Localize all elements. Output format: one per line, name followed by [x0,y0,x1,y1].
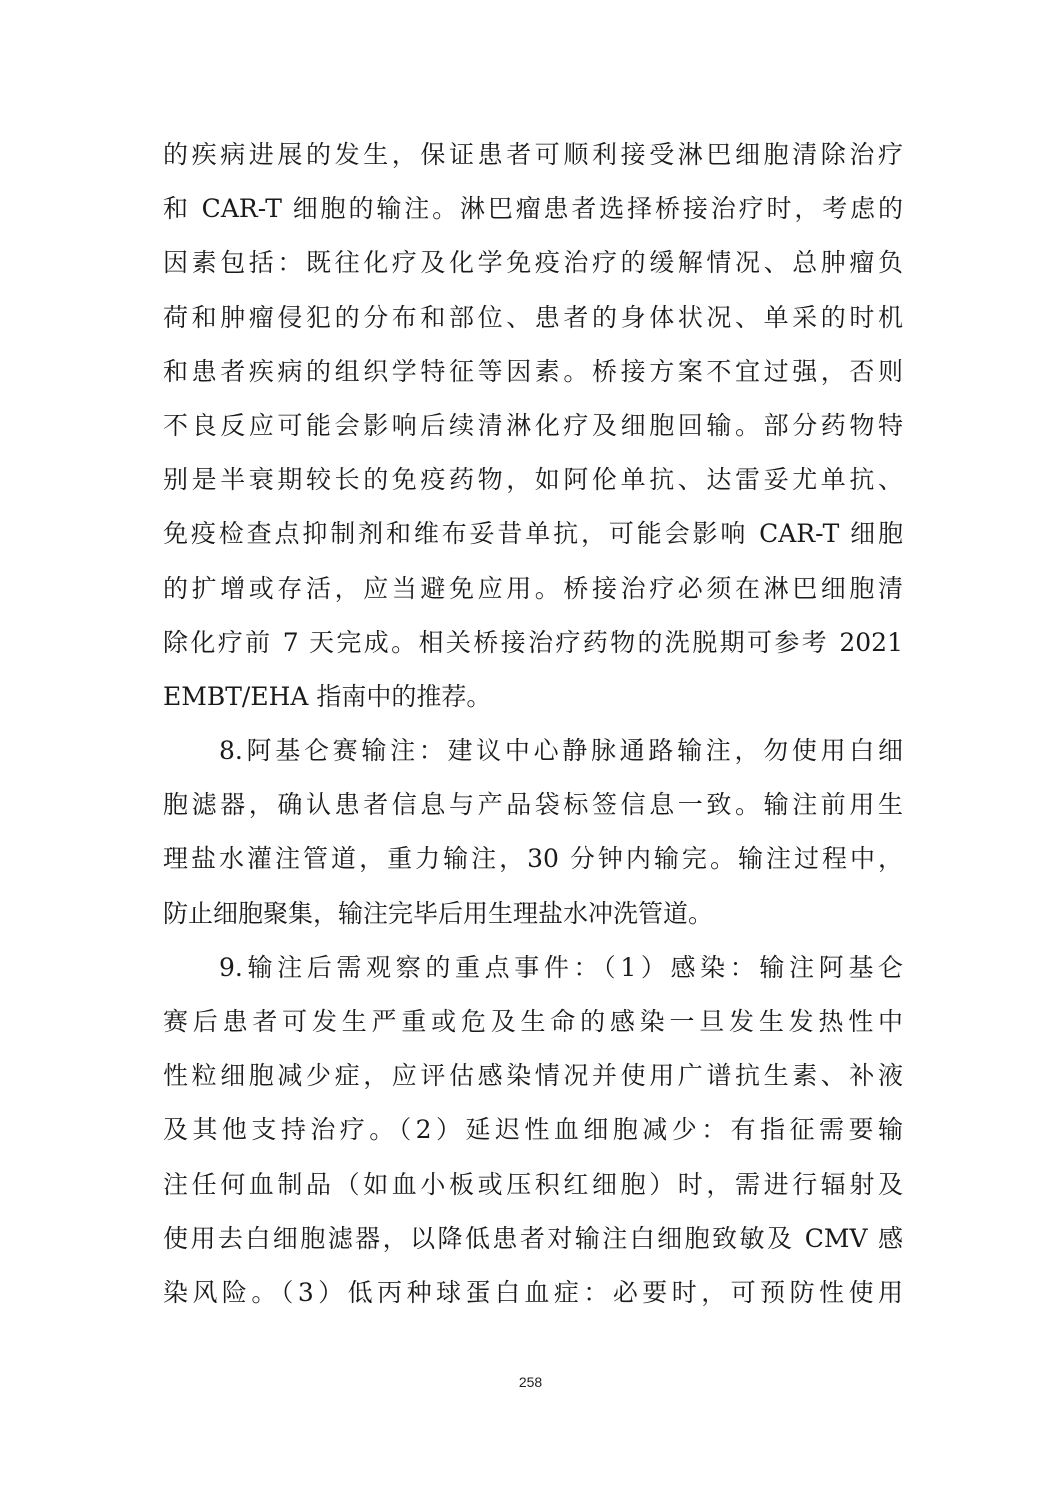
page-number: 258 [518,1374,543,1390]
text-line: 防止细胞聚集，输注完毕后用生理盐水冲洗管道。 [163,898,714,928]
text-line: 理盐水灌注管道，重力输注，30 分钟内输完。输注过程中， [163,844,903,874]
text-line: 的疾病进展的发生，保证患者可顺利接受淋巴细胞清除治疗 [163,140,903,169]
text-line: 和患者疾病的组织学特征等因素。桥接方案不宜过强，否则 [163,356,903,386]
text-line: 染风险。（3）低丙种球蛋白血症：必要时，可预防性使用 [163,1277,903,1307]
text-line: 9.输注后需观察的重点事件：（1）感染：输注阿基仑 [219,952,903,982]
text-line: 的扩增或存活，应当避免应用。桥接治疗必须在淋巴细胞清 [163,573,903,603]
text-line: 及其他支持治疗。（2）延迟性血细胞减少：有指征需要输 [163,1115,903,1145]
text-line: 除化疗前 7 天完成。相关桥接治疗药物的洗脱期可参考 2021 [163,627,903,657]
text-line: 不良反应可能会影响后续清淋化疗及细胞回输。部分药物特 [163,410,903,440]
text-line: 免疫检查点抑制剂和维布妥昔单抗，可能会影响 CAR-T 细胞 [163,519,903,549]
text-line: 赛后患者可发生严重或危及生命的感染一旦发生发热性中 [163,1007,903,1036]
body-text [163,128,903,1320]
text-line: EMBT/EHA 指南中的推荐。 [163,681,492,711]
text-line: 性粒细胞减少症，应评估感染情况并使用广谱抗生素、补液 [163,1061,903,1091]
text-line: 因素包括：既往化疗及化学免疫治疗的缓解情况、总肿瘤负 [163,248,903,278]
text-line: 胞滤器，确认患者信息与产品袋标签信息一致。输注前用生 [163,790,903,820]
text-line: 和 CAR-T 细胞的输注。淋巴瘤患者选择桥接治疗时，考虑的 [163,194,903,224]
text-line: 8.阿基仑赛输注：建议中心静脉通路输注，勿使用白细 [219,736,903,766]
text-line: 荷和肿瘤侵犯的分布和部位、患者的身体状况、单采的时机 [163,302,903,332]
text-line: 注任何血制品（如血小板或压积红细胞）时，需进行辐射及 [163,1169,903,1199]
text-line: 别是半衰期较长的免疫药物，如阿伦单抗、达雷妥尤单抗、 [163,465,903,495]
text-line: 使用去白细胞滤器，以降低患者对输注白细胞致敏及 CMV 感 [163,1223,903,1253]
